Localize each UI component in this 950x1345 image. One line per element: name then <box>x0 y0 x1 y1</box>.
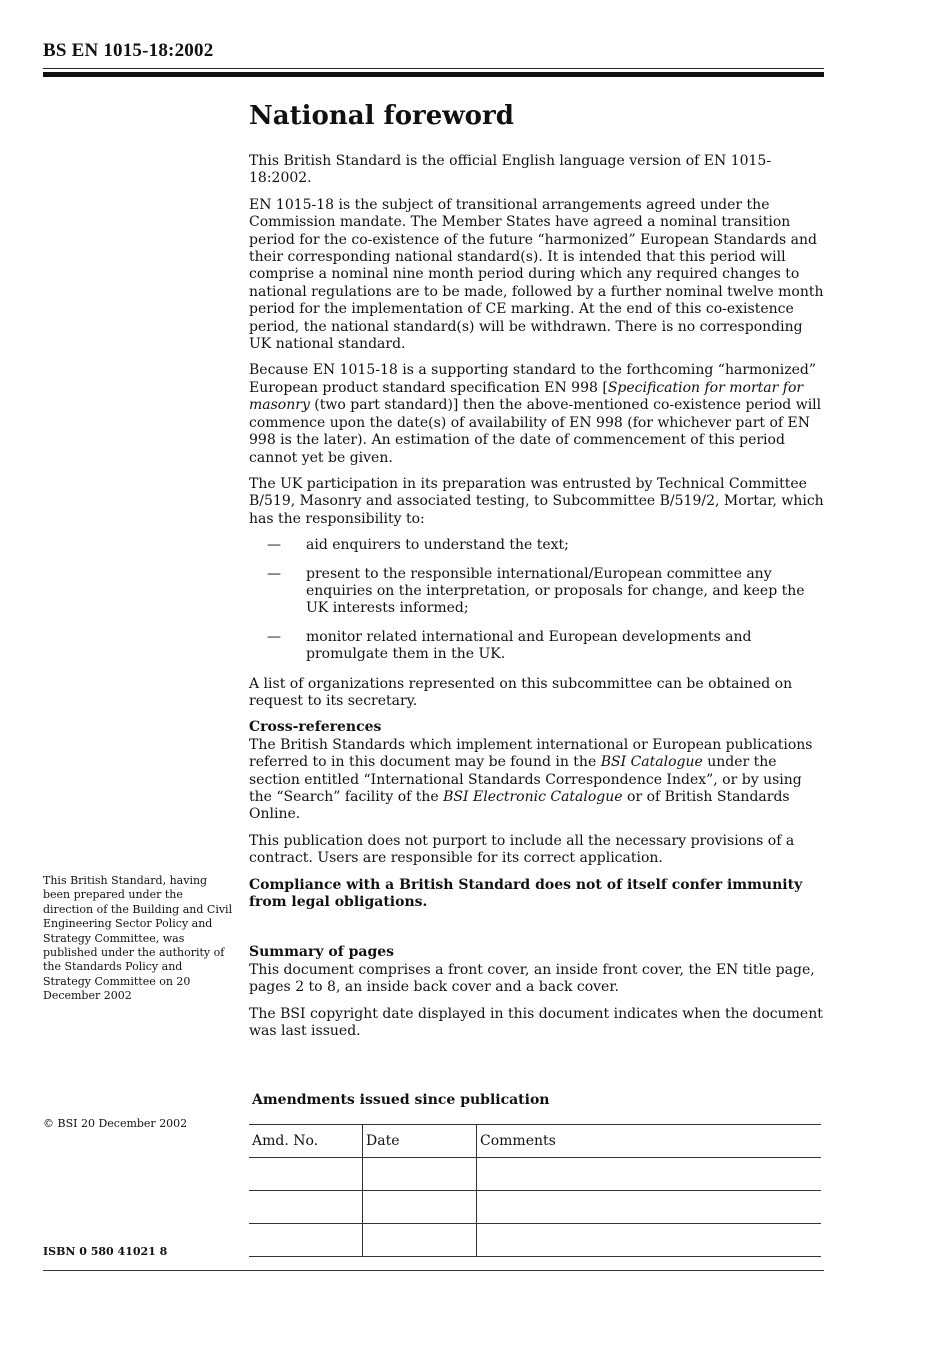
amendments-table <box>249 1124 821 1257</box>
header-rule-thin <box>43 68 824 69</box>
paragraph-cross-references <box>249 737 824 824</box>
cross-text-b: under the section entitled “International Standards Correspondence Index”, or by using the “Search” facility of the <box>249 754 802 805</box>
list-dash: — <box>267 628 281 645</box>
column-header-date: Date <box>363 1125 477 1158</box>
paragraph-copyright-date: The BSI copyright date displayed in this document indicates when the document was last issued. <box>249 1005 823 1040</box>
column-header-comments: Comments <box>477 1125 822 1158</box>
list-dash: — <box>267 537 281 554</box>
table-row <box>249 1191 821 1224</box>
table-cell <box>363 1158 477 1191</box>
table-cell <box>249 1191 363 1224</box>
p3-text-a: Because EN 1015-18 is a supporting standard to the forthcoming “harmonized” European product standard specification EN 998 [ <box>249 362 816 396</box>
main-content <box>249 100 824 1049</box>
responsibility-list <box>249 537 824 663</box>
compliance-statement: Compliance with a British Standard does not of itself confer immunity from legal obligations. <box>249 876 803 911</box>
cross-text-c: or of British Standards Online. <box>249 789 790 823</box>
table-cell <box>477 1224 822 1257</box>
table-row <box>249 1224 821 1257</box>
list-item-text: aid enquirers to understand the text; <box>306 537 569 554</box>
cross-italic-electronic-catalogue: BSI Electronic Catalogue <box>443 789 623 805</box>
cross-references-heading: Cross-references <box>249 719 382 736</box>
paragraph-provisions: This publication does not purport to include all the necessary provisions of a contract. Users are responsible for its correct application. <box>249 832 795 867</box>
list-item <box>249 629 824 664</box>
cross-text-a: The British Standards which implement international or European publications referred to in this document may be found in the <box>249 736 813 771</box>
paragraph-intro: This British Standard is the official English language version of EN 1015-18:2002. <box>249 153 772 187</box>
column-header-amd-no: Amd. No. <box>249 1125 363 1158</box>
document-id: BS EN 1015-18:2002 <box>43 40 214 61</box>
page-title: National foreword <box>249 101 514 131</box>
footer-rule <box>43 1270 824 1271</box>
list-item <box>249 566 824 618</box>
cross-italic-catalogue: BSI Catalogue <box>600 754 703 771</box>
list-item <box>249 537 824 554</box>
list-item-text: monitor related international and European developments and promulgate them in the UK. <box>306 628 752 663</box>
paragraph-summary: This document comprises a front cover, an inside front cover, the EN title page, pages 2 to 8, an inside back cover and a back cover. <box>249 961 815 996</box>
paragraph-organizations: A list of organizations represented on this subcommittee can be obtained on request to its secretary. <box>249 675 793 709</box>
paragraph-participation: The UK participation in its preparation was entrusted by Technical Committee B/519, Masonry and associated testing, to Subcommittee B/519/2, Mortar, which has the responsibility to: <box>249 475 824 527</box>
paragraph-supporting-standard <box>249 362 824 466</box>
table-row <box>249 1158 821 1191</box>
table-cell <box>249 1224 363 1257</box>
p3-text-b: (two part standard)] then the above-mentioned co-existence period will commence upon the date(s) of availability of EN 998 (for whichever part of EN 998 is the later). An estimation of the date of commencement of this period cannot yet be given. <box>249 397 822 466</box>
header-rule-thick <box>43 72 824 77</box>
amendments-title: Amendments issued since publication <box>252 1092 550 1108</box>
paragraph-transitional: EN 1015-18 is the subject of transitional arrangements agreed under the Commission mandate. The Member States have agreed a nominal transition period for the co-existence of the future “harmonized” European Standards and their corresponding national standard(s). It is intended that this period will comprise a nominal nine month period during which any required changes to national regulations are to be made, followed by a further nominal twelve month period for the implementation of CE marking. At the end of this co-existence period, the national standard(s) will be withdrawn. There is no corresponding UK national standard. <box>249 196 824 353</box>
list-dash: — <box>267 565 281 582</box>
table-cell <box>363 1191 477 1224</box>
table-cell <box>249 1158 363 1191</box>
publication-note: This British Standard, having been prepared under the direction of the Building and Civil Engineering Sector Policy and Strategy Committee, was published under the authority of the Standards Policy and Strategy Committee on 20 December 2002 <box>43 874 233 1003</box>
list-item-text: present to the responsible international/European committee any enquiries on the interpretation, or proposals for change, and keep the UK interests informed; <box>306 565 805 617</box>
isbn: ISBN 0 580 41021 8 <box>43 1245 168 1258</box>
table-header-row <box>249 1125 821 1158</box>
p3-italic-title: Specification for mortar for masonry <box>249 379 804 414</box>
copyright-notice: © BSI 20 December 2002 <box>43 1117 188 1130</box>
table-cell <box>477 1191 822 1224</box>
table-cell <box>477 1158 822 1191</box>
summary-heading: Summary of pages <box>249 944 395 961</box>
table-cell <box>363 1224 477 1257</box>
